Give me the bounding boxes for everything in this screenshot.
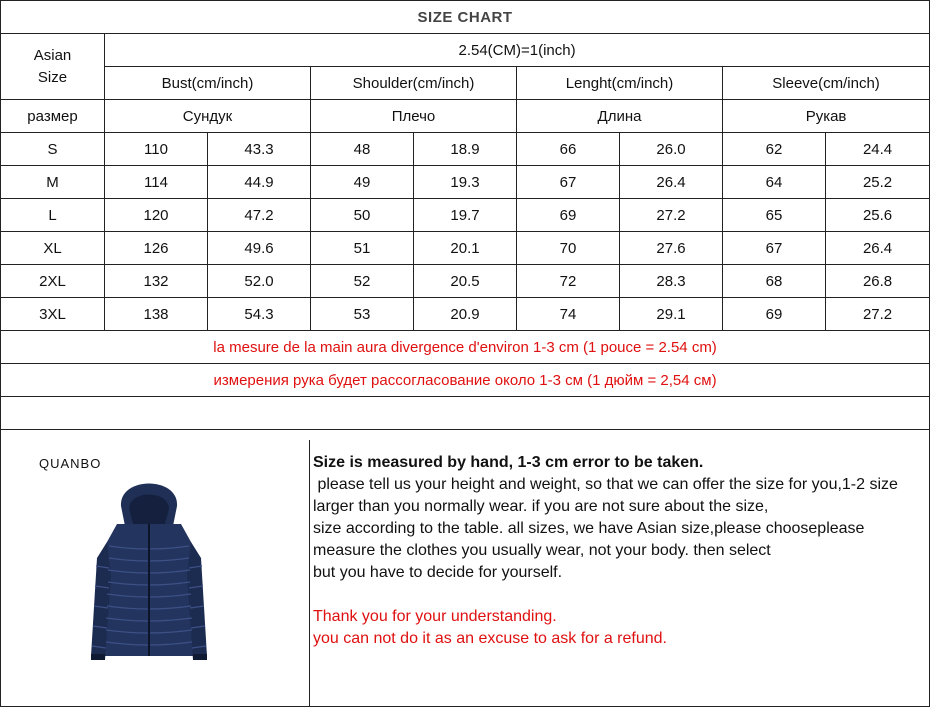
- table-row: [1, 133, 930, 166]
- column-header-ru: Сундук: [105, 100, 311, 133]
- size-instructions: [313, 452, 923, 650]
- measurement-cell: 126: [105, 232, 208, 265]
- column-header-ru: Плечо: [311, 100, 517, 133]
- column-header: Bust(cm/inch): [105, 67, 311, 100]
- product-info-section: [1, 440, 929, 706]
- instruction-line: but you have to decide for yourself.: [313, 564, 563, 581]
- size-label: Size: [37, 68, 68, 86]
- asian-label: Asian: [33, 46, 72, 64]
- measurement-cell: 74: [517, 298, 620, 331]
- table-row: [1, 166, 930, 199]
- header-row-ru: [1, 100, 930, 133]
- measurement-cell: 72: [517, 265, 620, 298]
- column-header: Shoulder(cm/inch): [311, 67, 517, 100]
- measurement-cell: 26.4: [826, 232, 930, 265]
- measurement-cell: 20.9: [414, 298, 517, 331]
- measurement-cell: 47.2: [208, 199, 311, 232]
- navy-hooded-puffer-jacket-image: [69, 466, 229, 676]
- column-header: Lenght(cm/inch): [517, 67, 723, 100]
- header-row-en: [1, 67, 930, 100]
- measurement-cell: 64: [723, 166, 826, 199]
- measurement-cell: 52.0: [208, 265, 311, 298]
- measurement-cell: 138: [105, 298, 208, 331]
- note-russian: измерения рука будет рассогласование около 1-3 см (1 дюйм = 2,54 см): [1, 364, 930, 397]
- measurement-cell: 18.9: [414, 133, 517, 166]
- note-french: la mesure de la main aura divergence d'environ 1-3 cm (1 pouce = 2.54 cm): [1, 331, 930, 364]
- size-cell: S: [1, 133, 105, 166]
- measurement-cell: 70: [517, 232, 620, 265]
- measurement-cell: 44.9: [208, 166, 311, 199]
- measurement-cell: 28.3: [620, 265, 723, 298]
- measurement-cell: 65: [723, 199, 826, 232]
- measurement-cell: 25.6: [826, 199, 930, 232]
- measurement-cell: 19.3: [414, 166, 517, 199]
- size-cell: 3XL: [1, 298, 105, 331]
- measurement-cell: 52: [311, 265, 414, 298]
- table-row: [1, 199, 930, 232]
- table-row: [1, 232, 930, 265]
- measurement-cell: 67: [517, 166, 620, 199]
- instruction-line: measure the clothes you usually wear, not your body. then select: [313, 542, 771, 559]
- measurement-cell: 69: [517, 199, 620, 232]
- measurement-cell: 49: [311, 166, 414, 199]
- spacer: [313, 584, 923, 606]
- instruction-line: please tell us your height and weight, so that we can offer the size for you,1-2 size: [313, 476, 898, 493]
- product-image-cell: [1, 440, 310, 706]
- measurement-cell: 53: [311, 298, 414, 331]
- column-header: Sleeve(cm/inch): [723, 67, 930, 100]
- measurement-cell: 49.6: [208, 232, 311, 265]
- measurement-cell: 27.6: [620, 232, 723, 265]
- measurement-cell: 24.4: [826, 133, 930, 166]
- measurement-cell: 26.8: [826, 265, 930, 298]
- measurement-cell: 62: [723, 133, 826, 166]
- measurement-cell: 120: [105, 199, 208, 232]
- measurement-cell: 68: [723, 265, 826, 298]
- measurement-cell: 114: [105, 166, 208, 199]
- refund-note: you can not do it as an excuse to ask for a refund.: [313, 630, 667, 647]
- size-rows: [1, 133, 930, 331]
- size-cell: 2XL: [1, 265, 105, 298]
- measurement-cell: 67: [723, 232, 826, 265]
- instruction-line: size according to the table. all sizes, we have Asian size,please chooseplease: [313, 520, 865, 537]
- measurement-cell: 48: [311, 133, 414, 166]
- measurement-cell: 50: [311, 199, 414, 232]
- measurement-cell: 51: [311, 232, 414, 265]
- table-row: [1, 298, 930, 331]
- measurement-cell: 29.1: [620, 298, 723, 331]
- thanks-note: Thank you for your understanding.: [313, 608, 557, 625]
- measurement-cell: 27.2: [620, 199, 723, 232]
- brand-logo: QUANBO: [39, 456, 102, 471]
- measurement-cell: 43.3: [208, 133, 311, 166]
- measurement-cell: 25.2: [826, 166, 930, 199]
- measurement-cell: 26.0: [620, 133, 723, 166]
- size-cell: XL: [1, 232, 105, 265]
- measurement-cell: 27.2: [826, 298, 930, 331]
- instruction-line: larger than you normally wear. if you are not sure about the size,: [313, 498, 769, 515]
- blank-row: [1, 397, 930, 430]
- measurement-cell: 132: [105, 265, 208, 298]
- measurement-cell: 110: [105, 133, 208, 166]
- column-header-ru: Рукав: [723, 100, 930, 133]
- measurement-cell: 54.3: [208, 298, 311, 331]
- measurement-cell: 20.5: [414, 265, 517, 298]
- asian-size-label: [1, 34, 105, 100]
- measurement-cell: 20.1: [414, 232, 517, 265]
- size-cell: M: [1, 166, 105, 199]
- table-row: [1, 265, 930, 298]
- instructions-heading: Size is measured by hand, 1-3 cm error to be taken.: [313, 454, 704, 471]
- conversion-note: 2.54(CM)=1(inch): [105, 34, 930, 67]
- column-header-ru: Длина: [517, 100, 723, 133]
- measurement-cell: 66: [517, 133, 620, 166]
- chart-title: SIZE CHART: [1, 1, 930, 34]
- measurement-cell: 69: [723, 298, 826, 331]
- razmer-label: размер: [1, 100, 105, 133]
- size-cell: L: [1, 199, 105, 232]
- measurement-cell: 26.4: [620, 166, 723, 199]
- measurement-cell: 19.7: [414, 199, 517, 232]
